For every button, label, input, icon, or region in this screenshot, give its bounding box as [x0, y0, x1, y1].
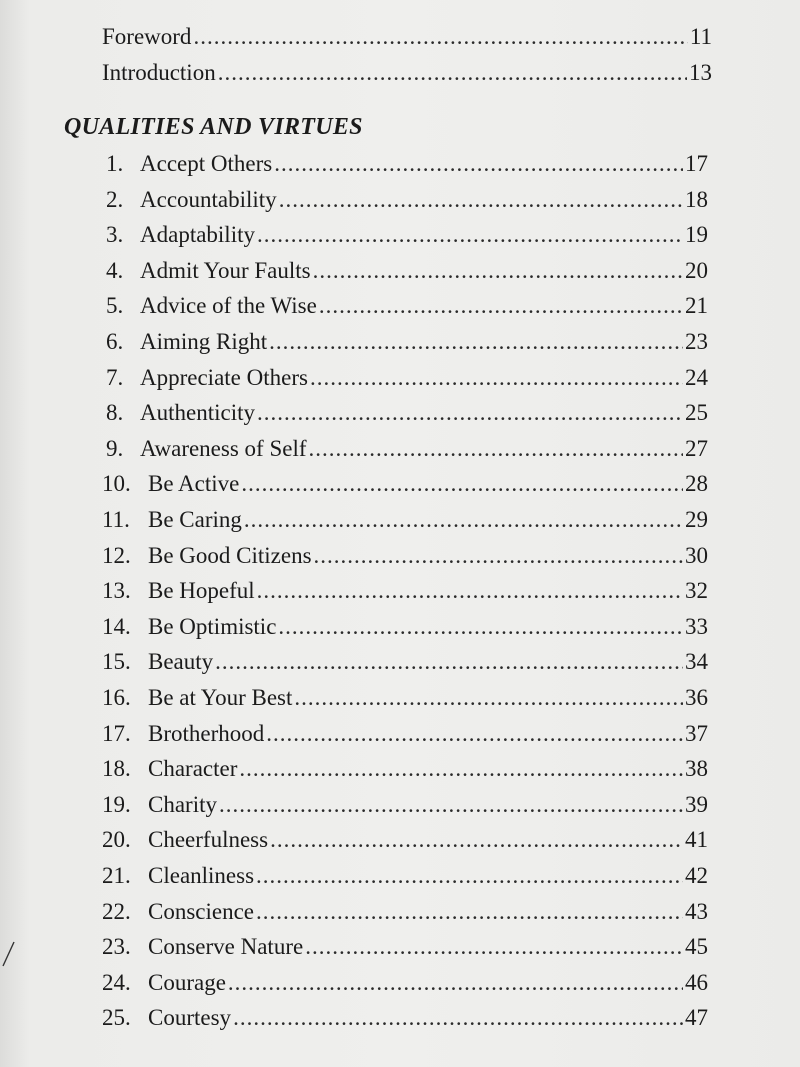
toc-entry-page: 19: [685, 222, 708, 248]
toc-entry-page: 30: [685, 542, 708, 568]
leader-dots: [266, 717, 683, 751]
toc-entry-number: 24.: [102, 969, 131, 995]
toc-entry-number: 2.: [106, 186, 124, 212]
toc-entry-title: Beauty: [148, 649, 214, 675]
toc-entry-page: 29: [685, 507, 708, 532]
toc-entry-title: Be Optimistic: [148, 613, 277, 639]
toc-entry-number: 5.: [106, 293, 124, 319]
toc-entry-number: 19.: [102, 791, 131, 817]
leader-dots: [294, 681, 683, 715]
toc-entry-page: 34: [685, 649, 708, 675]
leader-dots: [219, 788, 683, 822]
toc-entry: [102, 681, 708, 715]
leader-dots: [309, 432, 683, 466]
toc-entry: [106, 325, 708, 359]
toc-entry: [102, 503, 708, 537]
toc-entry: [102, 717, 708, 751]
toc-entry-page: 38: [685, 756, 708, 782]
leader-dots: [278, 610, 683, 644]
toc-entry-title: Cleanliness: [148, 863, 255, 888]
toc-entry-page: 18: [685, 186, 708, 212]
toc-entry: [106, 396, 708, 430]
toc-entry-title: Conserve Nature: [148, 934, 304, 960]
toc-entry-title: Foreword: [102, 24, 192, 49]
toc-entry-title: Be Caring: [148, 507, 242, 532]
toc-entry-title: Awareness of Self: [140, 435, 307, 461]
leader-dots: [257, 396, 683, 430]
toc-entry-title: Advice of the Wise: [140, 293, 317, 319]
toc-entry-title: Appreciate Others: [140, 364, 308, 390]
toc-entry: [102, 823, 708, 857]
toc-entry-title: Accept Others: [140, 151, 273, 176]
toc-entry-title: Accountability: [140, 186, 277, 212]
leader-dots: [274, 147, 683, 181]
toc-entry: [102, 788, 708, 822]
toc-entry: [106, 289, 708, 323]
toc-entry-number: 10.: [102, 471, 131, 497]
toc-entry: [102, 539, 708, 573]
toc-entry-title: Authenticity: [140, 400, 255, 426]
toc-entry: [102, 1001, 708, 1035]
toc-entry-title: Be Active: [148, 471, 240, 497]
toc-entry-page: 21: [685, 293, 708, 319]
toc-entry-number: 11.: [102, 507, 130, 532]
leader-dots: [215, 645, 683, 679]
toc-entry-page: 42: [685, 863, 708, 888]
toc-entry-number: 21.: [102, 863, 131, 888]
toc-entry-number: 17.: [102, 720, 131, 746]
leader-dots: [193, 20, 687, 54]
leader-dots: [269, 325, 683, 359]
toc-entry: [102, 645, 708, 679]
leader-dots: [256, 895, 683, 929]
toc-entry-title: Brotherhood: [148, 720, 265, 746]
toc-entry-foreword: [102, 20, 712, 54]
section-heading: QUALITIES AND VIRTUES: [64, 114, 363, 140]
leader-dots: [313, 254, 683, 288]
toc-entry: [102, 859, 708, 893]
toc-entry: [106, 254, 708, 288]
toc-entry-page: 43: [685, 898, 708, 924]
leader-dots: [279, 183, 683, 217]
toc-entry-number: 9.: [106, 435, 124, 461]
leader-dots: [244, 503, 683, 537]
toc-entry-page: 13: [689, 60, 712, 85]
toc-entry: [106, 218, 708, 252]
toc-entry-title: Adaptability: [140, 222, 255, 248]
leader-dots: [218, 56, 687, 90]
toc-entry: [102, 930, 708, 964]
leader-dots: [310, 361, 683, 395]
toc-entry-page: 47: [685, 1005, 708, 1031]
toc-entry-title: Admit Your Faults: [140, 257, 311, 283]
toc-entry-page: 45: [685, 934, 708, 960]
toc-entry-page: 11: [689, 24, 712, 49]
toc-entry-number: 25.: [102, 1005, 131, 1031]
toc-entry: [106, 183, 708, 217]
toc-entry-number: 23.: [102, 934, 131, 960]
leader-dots: [241, 467, 683, 501]
toc-entry-number: 22.: [102, 898, 131, 924]
toc-entry-page: 46: [685, 969, 708, 995]
toc-entry-title: Courtesy: [148, 1005, 232, 1031]
toc-entry-page: 27: [685, 435, 708, 461]
toc-entry-page: 39: [685, 791, 708, 817]
leader-dots: [257, 574, 683, 608]
toc-entry: [106, 147, 708, 181]
toc-entry-number: 4.: [106, 257, 124, 283]
toc-entry-number: 3.: [106, 222, 124, 248]
toc-entry-page: 33: [685, 613, 708, 639]
toc-entry-number: 6.: [106, 329, 124, 354]
leader-dots: [233, 1001, 683, 1035]
toc-entry: [106, 361, 708, 395]
toc-entry-number: 8.: [106, 400, 124, 426]
leader-dots: [319, 289, 683, 323]
toc-entry-number: 14.: [102, 613, 131, 639]
toc-entry-page: 24: [685, 364, 708, 390]
toc-entry-number: 15.: [102, 649, 131, 675]
toc-entry-page: 28: [685, 471, 708, 497]
toc-entry: [106, 432, 708, 466]
toc-entry-title: Be Good Citizens: [148, 542, 312, 568]
toc-entry-title: Be at Your Best: [148, 685, 293, 710]
toc-entry-page: 36: [685, 685, 708, 710]
toc-entry-introduction: [102, 56, 712, 90]
toc-entry: [102, 610, 708, 644]
toc-entry-title: Be Hopeful: [148, 578, 255, 604]
toc-entry-title: Aiming Right: [140, 329, 268, 354]
toc-entry-page: 41: [685, 827, 708, 853]
toc-entry-page: 37: [685, 720, 708, 746]
toc-entry: [102, 752, 708, 786]
toc-entry: [102, 467, 708, 501]
leader-dots: [239, 752, 683, 786]
toc-entry-number: 7.: [106, 364, 124, 390]
toc-entry-number: 16.: [102, 685, 131, 710]
toc-entry-title: Character: [148, 756, 238, 782]
toc-entry-number: 12.: [102, 542, 131, 568]
leader-dots: [256, 859, 683, 893]
leader-dots: [257, 218, 683, 252]
leader-dots: [228, 966, 683, 1000]
toc-entry-title: Introduction: [102, 60, 216, 85]
toc-entry-page: 25: [685, 400, 708, 426]
toc-entry-title: Charity: [148, 791, 217, 817]
toc-entry-title: Courage: [148, 969, 226, 995]
leader-dots: [305, 930, 683, 964]
toc-entry-page: 23: [685, 329, 708, 354]
toc-entry-number: 18.: [102, 756, 131, 782]
toc-entry: [102, 966, 708, 1000]
pen-mark: [0, 940, 16, 970]
toc-entry: [102, 574, 708, 608]
toc-entry-number: 1.: [106, 151, 124, 176]
leader-dots: [314, 539, 683, 573]
toc-entry-title: Cheerfulness: [148, 827, 269, 853]
toc-entry: [102, 895, 708, 929]
toc-entry-number: 20.: [102, 827, 131, 853]
toc-entry-title: Conscience: [148, 898, 255, 924]
toc-entry-number: 13.: [102, 578, 131, 604]
leader-dots: [270, 823, 683, 857]
toc-entry-page: 17: [685, 151, 708, 176]
toc-entry-page: 20: [685, 257, 708, 283]
toc-entry-page: 32: [685, 578, 708, 604]
